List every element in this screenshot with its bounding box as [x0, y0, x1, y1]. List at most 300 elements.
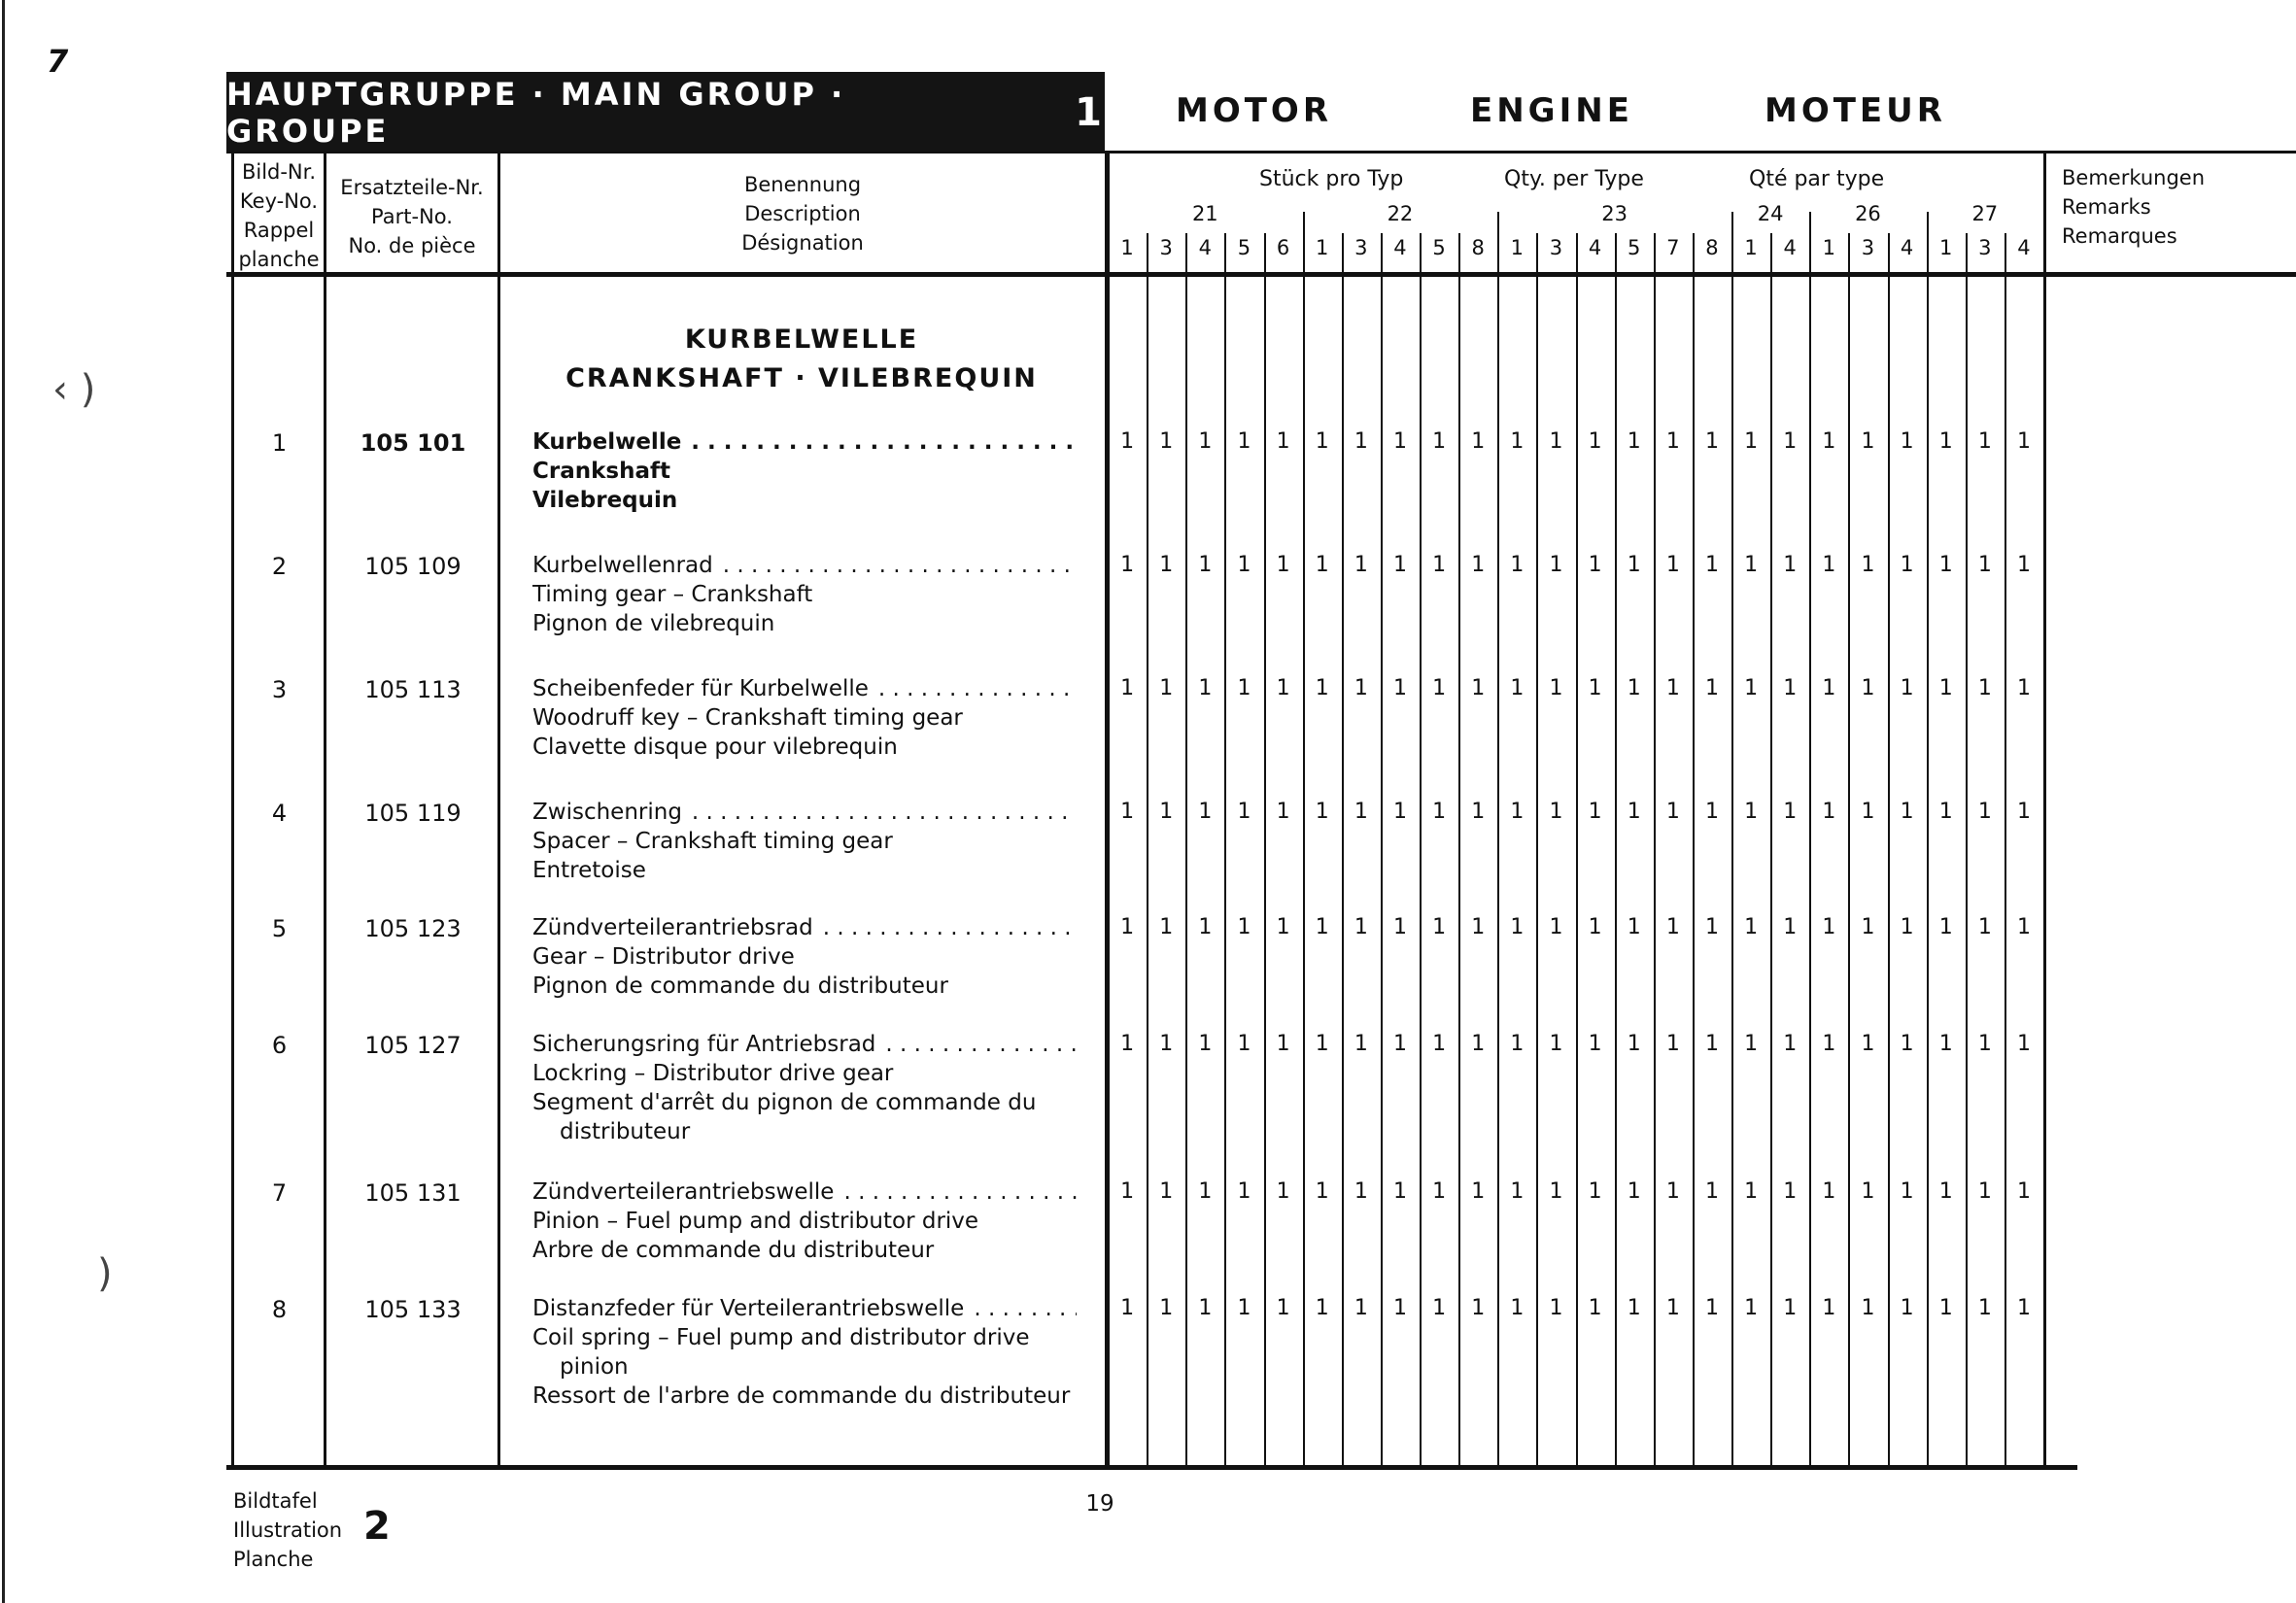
- quantity-cell: 1: [1237, 1179, 1251, 1204]
- variant-divider: [1536, 233, 1538, 1469]
- quantity-cell: 1: [1588, 1296, 1602, 1320]
- type-number: 23: [1601, 202, 1628, 225]
- quantity-cell: 1: [1627, 553, 1641, 577]
- quantity-cell: 1: [1822, 1179, 1836, 1204]
- variant-divider: [1381, 233, 1383, 1469]
- row-description: [532, 551, 1077, 638]
- quantity-cell: 1: [1120, 1296, 1135, 1320]
- quantity-cell: 1: [2016, 429, 2031, 454]
- illustration-label: Bildtafel Illustration Planche: [233, 1489, 343, 1571]
- quantity-cell: 1: [1159, 553, 1174, 577]
- qty-title-en: Qty. per Type: [1504, 167, 1644, 191]
- variant-divider: [1147, 233, 1148, 1469]
- row-description: [532, 798, 1077, 885]
- quantity-cell: 1: [1822, 1296, 1836, 1320]
- description-line: Arbre de commande du distributeur: [532, 1238, 935, 1263]
- quantity-cell: 1: [1588, 1179, 1602, 1204]
- quantity-cell: 1: [1588, 676, 1602, 700]
- variant-label: 5: [1432, 236, 1446, 259]
- margin-hole-mark: ): [97, 1251, 113, 1296]
- variant-label: 3: [1354, 236, 1368, 259]
- quantity-cell: 1: [1276, 915, 1290, 939]
- description-line: Pignon de vilebrequin: [532, 611, 775, 636]
- quantity-cell: 1: [1120, 553, 1135, 577]
- quantity-cell: 1: [1432, 1179, 1447, 1204]
- row-key-number: 8: [271, 1296, 288, 1323]
- quantity-cell: 1: [1744, 553, 1759, 577]
- quantity-cell: 1: [1120, 676, 1135, 700]
- dot-leader: [974, 1294, 1077, 1323]
- quantity-cell: 1: [1159, 1296, 1174, 1320]
- quantity-cell: 1: [1822, 553, 1836, 577]
- quantity-cell: 1: [1510, 676, 1525, 700]
- description-line: Entretoise: [532, 858, 646, 883]
- variant-divider: [1888, 233, 1890, 1469]
- quantity-cell: 1: [1354, 1032, 1368, 1056]
- row-part-number: 105 119: [364, 800, 462, 827]
- row-key-number: 2: [271, 553, 288, 580]
- quantity-cell: 1: [1276, 800, 1290, 824]
- variant-divider: [1224, 233, 1226, 1469]
- quantity-cell: 1: [1783, 429, 1798, 454]
- header-description: Benennung Description Désignation: [741, 173, 864, 255]
- quantity-cell: 1: [1392, 553, 1407, 577]
- quantity-cell: 1: [1315, 800, 1329, 824]
- quantity-cell: 1: [1198, 1032, 1213, 1056]
- quantity-cell: 1: [1861, 915, 1875, 939]
- quantity-cell: 1: [1704, 553, 1719, 577]
- quantity-cell: 1: [1354, 1179, 1368, 1204]
- variant-label: 4: [2017, 236, 2031, 259]
- description-line: Lockring – Distributor drive gear: [532, 1061, 894, 1086]
- row-key-number: 1: [271, 429, 288, 457]
- quantity-cell: 1: [1549, 915, 1563, 939]
- quantity-cell: 1: [1432, 553, 1447, 577]
- quantity-cell: 1: [1900, 676, 1914, 700]
- quantity-cell: 1: [1315, 1032, 1329, 1056]
- section-title-de: KURBELWELLE: [684, 324, 919, 355]
- type-number: 22: [1387, 202, 1414, 225]
- description-line: Clavette disque pour vilebrequin: [532, 734, 898, 760]
- quantity-cell: 1: [1861, 1032, 1875, 1056]
- illustration-plate-number: 2: [363, 1504, 391, 1549]
- quantity-cell: 1: [1276, 1032, 1290, 1056]
- variant-label: 5: [1628, 236, 1641, 259]
- quantity-cell: 1: [1392, 429, 1407, 454]
- quantity-cell: 1: [1783, 800, 1798, 824]
- quantity-cell: 1: [1627, 1296, 1641, 1320]
- variant-label: 1: [1510, 236, 1524, 259]
- dot-leader: [843, 1177, 1077, 1207]
- quantity-cell: 1: [2016, 1296, 2031, 1320]
- variant-divider: [1654, 233, 1656, 1469]
- row-part-number: 105 101: [360, 429, 466, 457]
- quantity-cell: 1: [1315, 915, 1329, 939]
- quantity-cell: 1: [1977, 676, 1992, 700]
- variant-label: 6: [1276, 236, 1290, 259]
- quantity-cell: 1: [1198, 915, 1213, 939]
- qty-title-de: Stück pro Typ: [1259, 167, 1404, 191]
- quantity-cell: 1: [1198, 1296, 1213, 1320]
- quantity-cell: 1: [1861, 800, 1875, 824]
- type-divider: [1927, 212, 1929, 1469]
- description-line: Coil spring – Fuel pump and distributor drive: [532, 1325, 1030, 1350]
- quantity-cell: 1: [1315, 1179, 1329, 1204]
- variant-divider: [1848, 233, 1850, 1469]
- variant-divider: [1576, 233, 1578, 1469]
- section-title-en-fr: CRANKSHAFT · VILEBREQUIN: [565, 363, 1038, 393]
- variant-label: 1: [1744, 236, 1758, 259]
- quantity-cell: 1: [1432, 1032, 1447, 1056]
- quantity-cell: 1: [1237, 1032, 1251, 1056]
- header-remarks: Bemerkungen Remarks Remarques: [2062, 166, 2206, 248]
- quantity-cell: 1: [1900, 800, 1914, 824]
- quantity-cell: 1: [1744, 1179, 1759, 1204]
- quantity-cell: 1: [1627, 676, 1641, 700]
- variant-label: 4: [1198, 236, 1212, 259]
- quantity-cell: 1: [1861, 429, 1875, 454]
- quantity-cell: 1: [1744, 1296, 1759, 1320]
- quantity-cell: 1: [1471, 429, 1486, 454]
- engine-title-de: MOTOR: [1176, 91, 1333, 130]
- quantity-cell: 1: [1510, 429, 1525, 454]
- quantity-cell: 1: [1783, 676, 1798, 700]
- quantity-cell: 1: [1354, 800, 1368, 824]
- variant-label: 3: [1159, 236, 1173, 259]
- quantity-cell: 1: [1900, 1296, 1914, 1320]
- engine-title-en: ENGINE: [1470, 91, 1633, 130]
- quantity-cell: 1: [1159, 676, 1174, 700]
- description-line: Kurbelwellenrad: [532, 553, 713, 578]
- variant-divider: [1420, 233, 1422, 1469]
- quantity-cell: 1: [1822, 429, 1836, 454]
- quantity-cell: 1: [1549, 1296, 1563, 1320]
- quantity-cell: 1: [1783, 1179, 1798, 1204]
- variant-divider: [1264, 233, 1266, 1469]
- description-line: Timing gear – Crankshaft: [532, 582, 813, 607]
- group-number: 1: [1075, 89, 1105, 135]
- variant-label: 8: [1471, 236, 1485, 259]
- quantity-cell: 1: [1977, 1296, 1992, 1320]
- quantity-cell: 1: [1588, 915, 1602, 939]
- quantity-cell: 1: [1237, 676, 1251, 700]
- quantity-cell: 1: [1276, 676, 1290, 700]
- row-description: [532, 1177, 1077, 1265]
- quantity-cell: 1: [1665, 429, 1680, 454]
- quantity-cell: 1: [1237, 800, 1251, 824]
- quantity-cell: 1: [1471, 676, 1486, 700]
- quantity-cell: 1: [1120, 800, 1135, 824]
- variant-label: 8: [1705, 236, 1719, 259]
- type-divider: [1731, 212, 1733, 1469]
- quantity-cell: 1: [1471, 553, 1486, 577]
- description-line: pinion: [560, 1354, 629, 1380]
- variant-label: 4: [1588, 236, 1602, 259]
- quantity-cell: 1: [1861, 676, 1875, 700]
- quantity-cell: 1: [1392, 1179, 1407, 1204]
- quantity-cell: 1: [1861, 553, 1875, 577]
- quantity-cell: 1: [1198, 429, 1213, 454]
- variant-divider: [1458, 233, 1460, 1469]
- quantity-cell: 1: [1237, 553, 1251, 577]
- quantity-cell: 1: [1744, 676, 1759, 700]
- quantity-cell: 1: [1627, 915, 1641, 939]
- description-line: distributeur: [560, 1119, 691, 1144]
- quantity-cell: 1: [1198, 676, 1213, 700]
- header-part: Ersatzteile-Nr. Part-No. No. de pièce: [340, 176, 484, 257]
- dot-leader: [692, 798, 1077, 827]
- description-line: Zündverteilerantriebsrad: [532, 915, 813, 940]
- quantity-cell: 1: [1704, 676, 1719, 700]
- description-line: Ressort de l'arbre de commande du distributeur: [532, 1383, 1071, 1409]
- quantity-cell: 1: [1704, 1179, 1719, 1204]
- quantity-cell: 1: [1510, 800, 1525, 824]
- quantity-cell: 1: [1588, 1032, 1602, 1056]
- header-bottom-rule: [226, 272, 2296, 277]
- type-divider: [1497, 212, 1499, 1469]
- quantity-cell: 1: [1938, 429, 1953, 454]
- quantity-cell: 1: [1704, 1296, 1719, 1320]
- quantity-cell: 1: [1198, 800, 1213, 824]
- engine-title-fr: MOTEUR: [1765, 91, 1946, 130]
- quantity-cell: 1: [1588, 429, 1602, 454]
- quantity-cell: 1: [1938, 800, 1953, 824]
- quantity-cell: 1: [1276, 553, 1290, 577]
- quantity-cell: 1: [1159, 915, 1174, 939]
- type-number: 21: [1191, 202, 1218, 225]
- quantity-cell: 1: [1627, 429, 1641, 454]
- type-number: 26: [1855, 202, 1881, 225]
- quantity-cell: 1: [1665, 676, 1680, 700]
- quantity-cell: 1: [1665, 553, 1680, 577]
- quantity-cell: 1: [1432, 800, 1447, 824]
- quantity-cell: 1: [1315, 553, 1329, 577]
- row-part-number: 105 131: [364, 1179, 462, 1207]
- quantity-cell: 1: [1822, 1032, 1836, 1056]
- quantity-cell: 1: [2016, 800, 2031, 824]
- quantity-cell: 1: [1159, 800, 1174, 824]
- quantity-cell: 1: [1665, 915, 1680, 939]
- quantity-cell: 1: [1237, 915, 1251, 939]
- corner-page-number: 7: [47, 43, 69, 80]
- quantity-cell: 1: [1861, 1296, 1875, 1320]
- quantity-cell: 1: [1704, 1032, 1719, 1056]
- variant-divider: [1615, 233, 1617, 1469]
- quantity-cell: 1: [1665, 1179, 1680, 1204]
- quantity-cell: 1: [1392, 676, 1407, 700]
- quantity-cell: 1: [1276, 1296, 1290, 1320]
- quantity-cell: 1: [1900, 1032, 1914, 1056]
- variant-divider: [1342, 233, 1344, 1469]
- quantity-cell: 1: [1120, 429, 1135, 454]
- row-key-number: 7: [271, 1179, 288, 1207]
- type-number: 27: [1971, 202, 1999, 225]
- variant-label: 4: [1393, 236, 1407, 259]
- variant-label: 3: [1861, 236, 1875, 259]
- variant-label: 1: [1120, 236, 1134, 259]
- quantity-cell: 1: [1432, 915, 1447, 939]
- quantity-cell: 1: [2016, 1032, 2031, 1056]
- quantity-cell: 1: [1861, 1179, 1875, 1204]
- quantity-cell: 1: [1315, 429, 1329, 454]
- quantity-cell: 1: [1354, 553, 1368, 577]
- row-description: [532, 913, 1077, 1001]
- description-line: Scheibenfeder für Kurbelwelle: [532, 676, 869, 701]
- quantity-cell: 1: [1665, 1032, 1680, 1056]
- description-line: Spacer – Crankshaft timing gear: [532, 829, 893, 854]
- variant-divider: [1770, 233, 1772, 1469]
- quantity-cell: 1: [1471, 800, 1486, 824]
- quantity-cell: 1: [1198, 553, 1213, 577]
- variant-label: 1: [1939, 236, 1953, 259]
- description-line: Sicherungsring für Antriebsrad: [532, 1032, 876, 1057]
- variant-label: 4: [1783, 236, 1797, 259]
- quantity-cell: 1: [1510, 1296, 1525, 1320]
- variant-divider: [1693, 233, 1695, 1469]
- quantity-cell: 1: [2016, 676, 2031, 700]
- quantity-cell: 1: [1120, 1032, 1135, 1056]
- dot-leader: [878, 674, 1077, 703]
- row-part-number: 105 127: [364, 1032, 462, 1059]
- quantity-cell: 1: [1783, 1032, 1798, 1056]
- row-part-number: 105 113: [364, 676, 462, 703]
- variant-divider: [1185, 233, 1187, 1469]
- quantity-cell: 1: [1627, 1179, 1641, 1204]
- quantity-cell: 1: [1354, 676, 1368, 700]
- quantity-cell: 1: [1977, 915, 1992, 939]
- row-key-number: 5: [271, 915, 288, 942]
- quantity-cell: 1: [1900, 1179, 1914, 1204]
- row-description: [532, 1294, 1077, 1411]
- quantity-cell: 1: [1392, 1032, 1407, 1056]
- description-line: Zündverteilerantriebswelle: [532, 1179, 835, 1205]
- quantity-cell: 1: [1549, 676, 1563, 700]
- quantity-cell: 1: [1549, 1179, 1563, 1204]
- description-line: Pignon de commande du distributeur: [532, 973, 948, 999]
- quantity-cell: 1: [1744, 429, 1759, 454]
- quantity-cell: 1: [1276, 429, 1290, 454]
- quantity-cell: 1: [1159, 1179, 1174, 1204]
- dot-leader: [885, 1030, 1077, 1059]
- row-part-number: 105 109: [364, 553, 462, 580]
- quantity-cell: 1: [1977, 553, 1992, 577]
- type-divider: [1303, 212, 1305, 1469]
- qty-remarks-divider: [2043, 151, 2046, 1468]
- quantity-cell: 1: [1549, 800, 1563, 824]
- description-line: Gear – Distributor drive: [532, 944, 795, 970]
- row-part-number: 105 133: [364, 1296, 462, 1323]
- quantity-cell: 1: [1744, 915, 1759, 939]
- quantity-cell: 1: [1354, 1296, 1368, 1320]
- variant-label: 3: [1978, 236, 1992, 259]
- header-top-rule: [226, 151, 2296, 153]
- description-line: Segment d'arrêt du pignon de commande du: [532, 1090, 1037, 1115]
- dot-leader: [691, 427, 1077, 457]
- quantity-cell: 1: [1783, 553, 1798, 577]
- quantity-cell: 1: [1510, 1179, 1525, 1204]
- description-line: Kurbelwelle: [532, 429, 682, 455]
- quantity-cell: 1: [1977, 1179, 1992, 1204]
- quantity-cell: 1: [1392, 915, 1407, 939]
- quantity-cell: 1: [1977, 1032, 1992, 1056]
- variant-label: 1: [1316, 236, 1329, 259]
- variant-label: 5: [1237, 236, 1251, 259]
- dot-leader: [723, 551, 1077, 580]
- quantity-cell: 1: [1822, 915, 1836, 939]
- row-description: [532, 1030, 1077, 1146]
- description-line: Woodruff key – Crankshaft timing gear: [532, 705, 963, 731]
- quantity-cell: 1: [1938, 553, 1953, 577]
- quantity-cell: 1: [1938, 676, 1953, 700]
- type-divider: [1809, 212, 1811, 1469]
- row-description: [532, 427, 1077, 515]
- quantity-cell: 1: [1471, 1179, 1486, 1204]
- quantity-cell: 1: [1704, 800, 1719, 824]
- table-bottom-rule: [226, 1465, 2077, 1470]
- quantity-cell: 1: [1744, 1032, 1759, 1056]
- quantity-cell: 1: [1510, 553, 1525, 577]
- quantity-cell: 1: [1588, 800, 1602, 824]
- dot-leader: [823, 913, 1077, 942]
- qty-title-fr: Qté par type: [1749, 167, 1885, 191]
- quantity-cell: 1: [1392, 800, 1407, 824]
- quantity-cell: 1: [1392, 1296, 1407, 1320]
- variant-label: 1: [1822, 236, 1835, 259]
- variant-label: 7: [1666, 236, 1680, 259]
- row-part-number: 105 123: [364, 915, 462, 942]
- quantity-cell: 1: [1315, 676, 1329, 700]
- quantity-cell: 1: [2016, 915, 2031, 939]
- description-line: Distanzfeder für Verteilerantriebswelle: [532, 1296, 965, 1321]
- variant-label: 3: [1549, 236, 1563, 259]
- quantity-cell: 1: [1471, 1296, 1486, 1320]
- description-line: Pinion – Fuel pump and distributor drive: [532, 1209, 979, 1234]
- quantity-cell: 1: [1471, 1032, 1486, 1056]
- quantity-cell: 1: [1704, 429, 1719, 454]
- type-number: 24: [1757, 202, 1784, 225]
- variant-divider: [1966, 233, 1968, 1469]
- quantity-cell: 1: [1977, 800, 1992, 824]
- quantity-cell: 1: [1549, 429, 1563, 454]
- quantity-cell: 1: [1822, 800, 1836, 824]
- quantity-cell: 1: [1276, 1179, 1290, 1204]
- variant-divider: [2005, 233, 2006, 1469]
- row-description: [532, 674, 1077, 762]
- row-key-number: 4: [271, 800, 288, 827]
- quantity-cell: 1: [1665, 800, 1680, 824]
- quantity-cell: 1: [1938, 1179, 1953, 1204]
- quantity-cell: 1: [1549, 553, 1563, 577]
- quantity-cell: 1: [1159, 429, 1174, 454]
- quantity-cell: 1: [1432, 1296, 1447, 1320]
- quantity-cell: 1: [1354, 429, 1368, 454]
- variant-label: 4: [1900, 236, 1914, 259]
- quantity-cell: 1: [1471, 915, 1486, 939]
- quantity-cell: 1: [1900, 429, 1914, 454]
- quantity-cell: 1: [1354, 915, 1368, 939]
- quantity-cell: 1: [1783, 915, 1798, 939]
- row-key-number: 6: [271, 1032, 288, 1059]
- quantity-cell: 1: [1237, 429, 1251, 454]
- header-key: Bild-Nr. Key-No. Rappel planche: [238, 160, 320, 271]
- quantity-cell: 1: [1744, 800, 1759, 824]
- quantity-cell: 1: [1938, 915, 1953, 939]
- quantity-cell: 1: [1237, 1296, 1251, 1320]
- quantity-cell: 1: [2016, 553, 2031, 577]
- quantity-cell: 1: [1198, 1179, 1213, 1204]
- description-line: Crankshaft: [532, 459, 670, 484]
- quantity-cell: 1: [1938, 1032, 1953, 1056]
